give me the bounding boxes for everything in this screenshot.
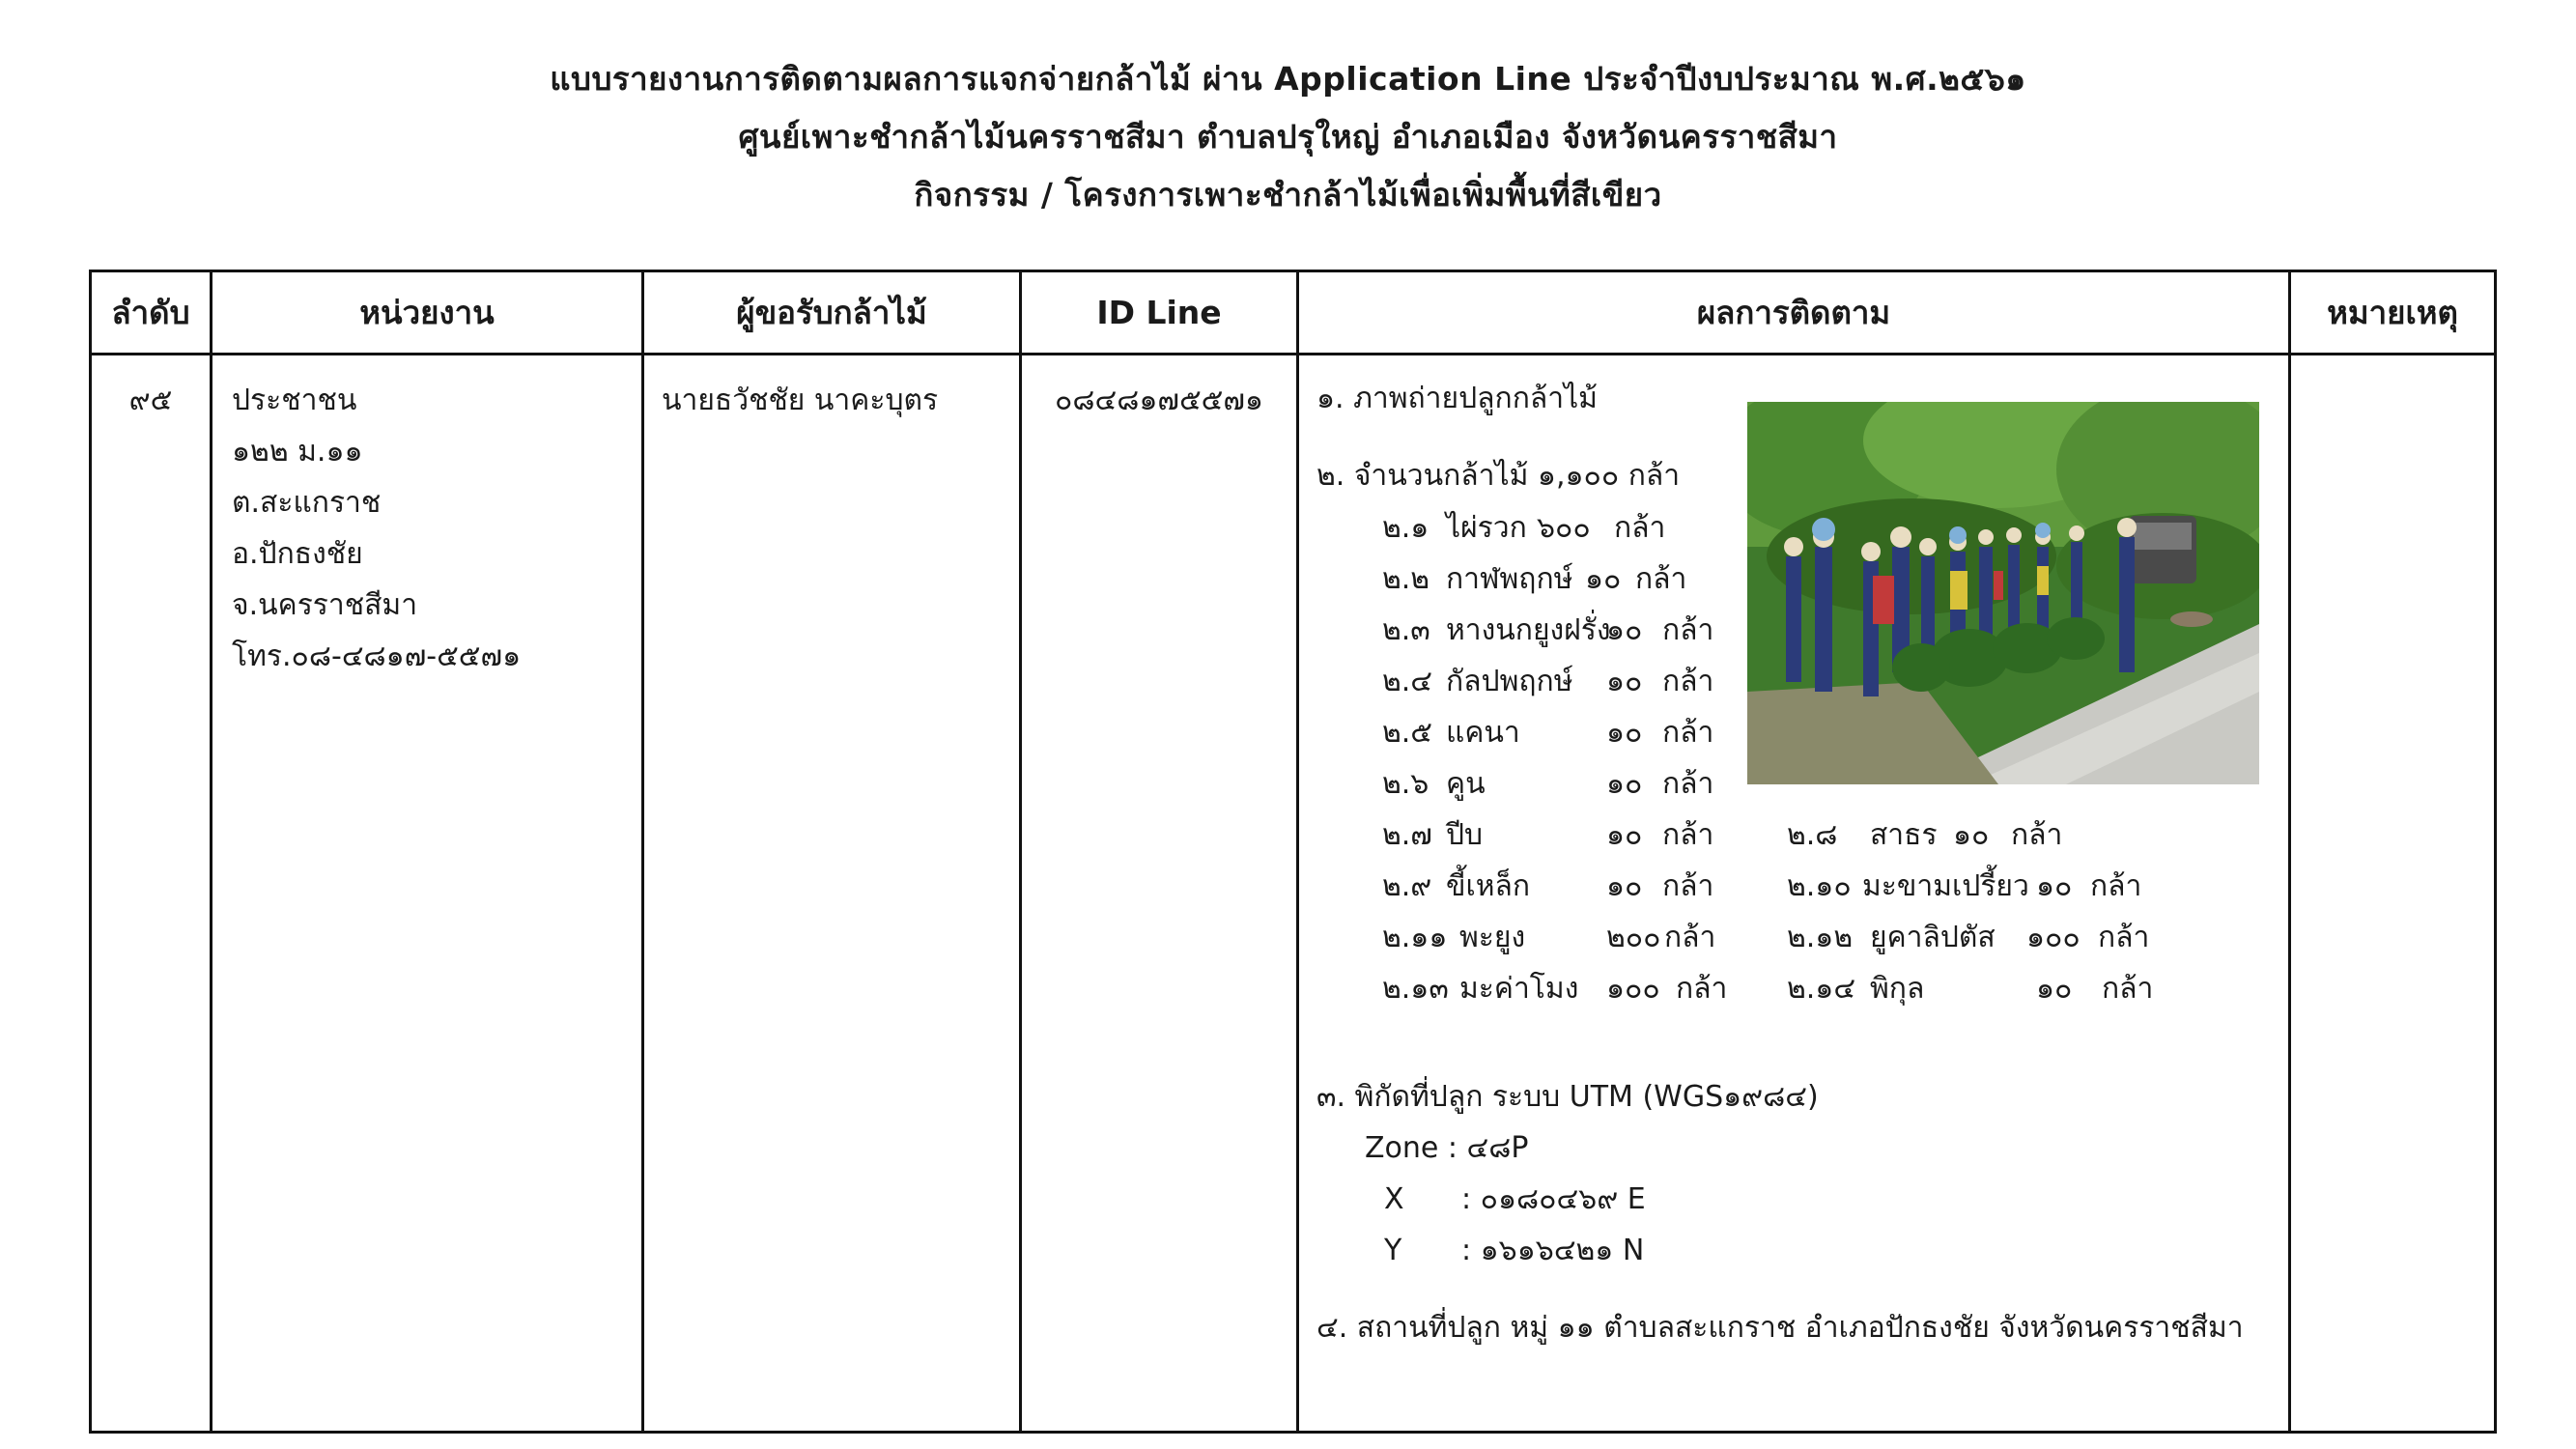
row-result [1298, 355, 2290, 1433]
planting-photo [1747, 402, 2259, 784]
report-header [0, 50, 2576, 224]
header-seq: ลำดับ [91, 271, 212, 355]
report-office: ศูนย์เพาะชำกล้าไม้นครราชสีมา ตำบลปรุใหญ่ อำเภอเมือง จังหวัดนครราชสีมา [738, 118, 1838, 156]
species-2-10: ๒.๑๐ มะขามเปรี้ยว ๑๐ กล้า [1787, 869, 2142, 903]
species-2-2: ๒.๒ กาฬพฤกษ์ ๑๐ กล้า [1382, 562, 1687, 596]
total-seedlings: ๒. จำนวนกล้าไม้ ๑,๑๐๐ กล้า [1316, 459, 1681, 493]
utm-x: X : ๐๑๘๐๔๖๙ E [1384, 1182, 1646, 1216]
species-2-3: ๒.๓ หางนกยูงฝรั่ง ๑๐ กล้า [1382, 613, 1714, 647]
row-seq: ๙๕ [91, 355, 212, 1433]
unit-address: ๑๒๒ ม.๑๑ [232, 435, 363, 469]
table-row [91, 355, 2496, 1433]
species-2-12: ๒.๑๒ ยูคาลิปตัส ๑๐๐ กล้า [1787, 921, 2150, 954]
report-table [89, 270, 2497, 1434]
species-2-5: ๒.๕ แคนา ๑๐ กล้า [1382, 716, 1714, 750]
unit-district: อ.ปักธงชัย [232, 537, 363, 571]
planting-location: ๔. สถานที่ปลูก หมู่ ๑๑ ตำบลสะแกราช อำเภอปักธงชัย จังหวัดนครราชสีมา [1316, 1311, 2244, 1345]
row-unit [212, 355, 643, 1433]
row-note [2290, 355, 2496, 1433]
utm-zone: Zone : ๔๘P [1365, 1131, 1529, 1165]
species-2-4: ๒.๔ กัลปพฤกษ์ ๑๐ กล้า [1382, 665, 1714, 698]
header-note: หมายเหตุ [2290, 271, 2496, 355]
unit-province: จ.นครราชสีมา [232, 588, 418, 622]
header-id-line: ID Line [1021, 271, 1298, 355]
species-2-13: ๒.๑๓ มะค่าโมง ๑๐๐ กล้า [1382, 972, 1728, 1006]
utm-y: Y : ๑๖๑๖๔๒๑ N [1384, 1234, 1645, 1267]
photo-heading: ๑. ภาพถ่ายปลูกกล้าไม้ [1316, 382, 1598, 415]
unit-subdistrict: ต.สะแกราช [232, 486, 382, 520]
result-content [1299, 355, 2288, 1431]
header-recipient: ผู้ขอรับกล้าไม้ [643, 271, 1021, 355]
report-activity: กิจกรรม / โครงการเพาะชำกล้าไม้เพื่อเพิ่มพื้นที่สีเขียว [914, 176, 1662, 213]
species-2-14: ๒.๑๔ พิกุล ๑๐ กล้า [1787, 972, 2154, 1006]
report-title: แบบรายงานการติดตามผลการแจกจ่ายกล้าไม้ ผ่าน Application Line ประจำปีงบประมาณ พ.ศ.๒๕๖๑ [550, 60, 2026, 98]
species-2-6: ๒.๖ คูน ๑๐ กล้า [1382, 767, 1714, 801]
table-header-row [91, 271, 2496, 355]
unit-phone: โทร.๐๘-๔๘๑๗-๕๕๗๑ [232, 639, 522, 673]
header-unit: หน่วยงาน [212, 271, 643, 355]
species-2-9: ๒.๙ ขี้เหล็ก ๑๐ กล้า [1382, 869, 1714, 903]
species-2-11: ๒.๑๑ พะยูง ๒๐๐ กล้า [1382, 921, 1716, 954]
species-2-1: ๒.๑ ไผ่รวก ๖๐๐ กล้า [1382, 511, 1666, 545]
coords-heading: ๓. พิกัดที่ปลูก ระบบ UTM (WGS๑๙๘๔) [1316, 1080, 1819, 1114]
row-recipient: นายธวัชชัย นาคะบุตร [643, 355, 1021, 1433]
unit-type: ประชาชน [232, 384, 357, 417]
species-2-8: ๒.๘ สาธร ๑๐ กล้า [1787, 818, 2063, 852]
row-id-line: ๐๘๔๘๑๗๕๕๗๑ [1021, 355, 1298, 1433]
species-2-7: ๒.๗ ปีบ ๑๐ กล้า [1382, 818, 1714, 852]
header-result: ผลการติดตาม [1298, 271, 2290, 355]
